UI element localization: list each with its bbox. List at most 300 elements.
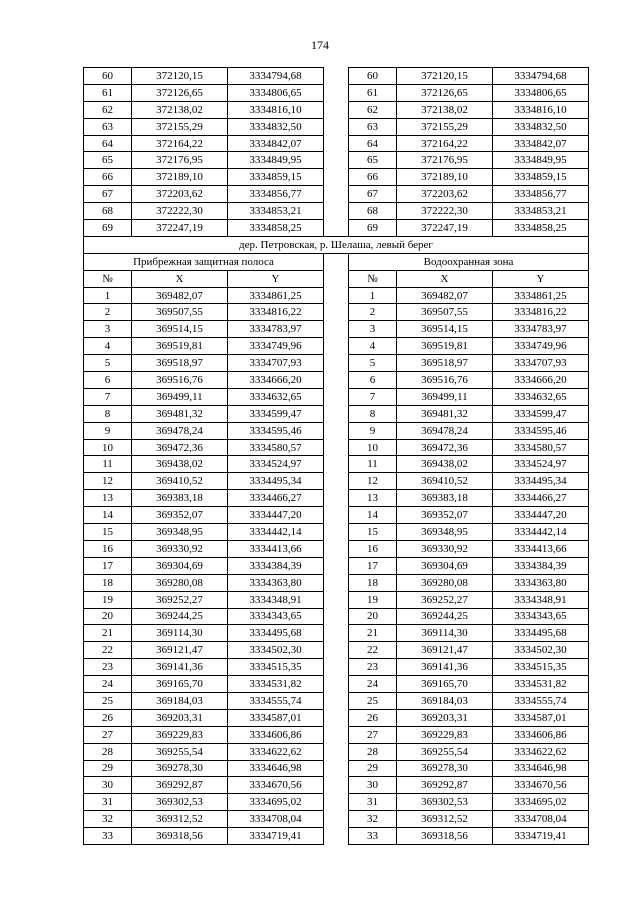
right-cell-x: 372155,29 (397, 118, 493, 135)
right-table-title: Водоохранная зона (349, 253, 589, 270)
left-cell-y: 3334413,66 (228, 540, 324, 557)
right-cell-y: 3334708,04 (493, 811, 589, 828)
right-cell-y: 3334348,91 (493, 591, 589, 608)
left-cell-num: 28 (84, 743, 132, 760)
left-cell-x: 369121,47 (132, 642, 228, 659)
table-row (84, 304, 589, 321)
column-gap (324, 321, 349, 338)
right-cell-x: 369278,30 (397, 760, 493, 777)
right-cell-y: 3334749,96 (493, 338, 589, 355)
right-cell-y: 3334695,02 (493, 794, 589, 811)
left-table-title: Прибрежная защитная полоса (84, 253, 324, 270)
table-row (84, 101, 589, 118)
right-cell-y: 3334622,62 (493, 743, 589, 760)
column-gap (324, 405, 349, 422)
left-cell-y: 3334447,20 (228, 507, 324, 524)
column-gap (324, 692, 349, 709)
left-cell-num: 20 (84, 608, 132, 625)
left-cell-y: 3334495,34 (228, 473, 324, 490)
left-cell-x: 369478,24 (132, 422, 228, 439)
right-cell-num: 18 (349, 574, 397, 591)
right-cell-y: 3334363,80 (493, 574, 589, 591)
left-cell-x: 372126,65 (132, 84, 228, 101)
right-cell-y: 3334806,65 (493, 84, 589, 101)
table-row (84, 743, 589, 760)
left-cell-num: 30 (84, 777, 132, 794)
column-gap (324, 828, 349, 845)
left-cell-x: 369304,69 (132, 557, 228, 574)
left-cell-x: 369481,32 (132, 405, 228, 422)
bottom-rows (84, 287, 589, 844)
table-row (84, 135, 589, 152)
left-cell-num: 66 (84, 169, 132, 186)
table-row (84, 557, 589, 574)
table-row (84, 540, 589, 557)
table-row (84, 692, 589, 709)
right-cell-num: 67 (349, 186, 397, 203)
table-row (84, 709, 589, 726)
right-cell-num: 29 (349, 760, 397, 777)
left-cell-y: 3334502,30 (228, 642, 324, 659)
right-cell-y: 3334384,39 (493, 557, 589, 574)
left-cell-x: 372164,22 (132, 135, 228, 152)
left-cell-num: 27 (84, 726, 132, 743)
left-cell-y: 3334749,96 (228, 338, 324, 355)
left-cell-x: 372222,30 (132, 203, 228, 220)
left-cell-x: 369318,56 (132, 828, 228, 845)
column-gap (324, 439, 349, 456)
left-cell-x: 369507,55 (132, 304, 228, 321)
right-cell-y: 3334783,97 (493, 321, 589, 338)
left-cell-x: 369114,30 (132, 625, 228, 642)
left-cell-x: 369519,81 (132, 338, 228, 355)
right-cell-x: 369519,81 (397, 338, 493, 355)
left-cell-x: 369244,25 (132, 608, 228, 625)
right-cell-num: 62 (349, 101, 397, 118)
right-cell-x: 372164,22 (397, 135, 493, 152)
column-gap (324, 84, 349, 101)
right-cell-y: 3334555,74 (493, 692, 589, 709)
column-gap (324, 422, 349, 439)
left-cell-y: 3334719,41 (228, 828, 324, 845)
column-gap (324, 811, 349, 828)
right-cell-num: 31 (349, 794, 397, 811)
left-cell-num: 1 (84, 287, 132, 304)
right-cell-y: 3334495,68 (493, 625, 589, 642)
left-cell-y: 3334606,86 (228, 726, 324, 743)
left-cell-x: 369203,31 (132, 709, 228, 726)
left-cell-x: 369352,07 (132, 507, 228, 524)
left-cell-y: 3334707,93 (228, 355, 324, 372)
left-cell-x: 372247,19 (132, 220, 228, 237)
right-cell-y: 3334861,25 (493, 287, 589, 304)
left-cell-x: 369292,87 (132, 777, 228, 794)
table-row (84, 794, 589, 811)
left-cell-x: 369302,53 (132, 794, 228, 811)
left-cell-num: 8 (84, 405, 132, 422)
right-cell-x: 369472,36 (397, 439, 493, 456)
right-cell-y: 3334442,14 (493, 524, 589, 541)
right-cell-y: 3334719,41 (493, 828, 589, 845)
right-cell-x: 369507,55 (397, 304, 493, 321)
left-cell-num: 67 (84, 186, 132, 203)
right-cell-y: 3334816,22 (493, 304, 589, 321)
left-cell-num: 69 (84, 220, 132, 237)
right-cell-y: 3334466,27 (493, 490, 589, 507)
left-cell-y: 3334856,77 (228, 186, 324, 203)
left-cell-num: 16 (84, 540, 132, 557)
left-cell-x: 369229,83 (132, 726, 228, 743)
left-cell-y: 3334708,04 (228, 811, 324, 828)
right-cell-x: 369482,07 (397, 287, 493, 304)
right-cell-y: 3334343,65 (493, 608, 589, 625)
right-cell-num: 5 (349, 355, 397, 372)
column-gap (324, 304, 349, 321)
right-cell-y: 3334413,66 (493, 540, 589, 557)
right-cell-x: 369383,18 (397, 490, 493, 507)
left-cell-y: 3334632,65 (228, 388, 324, 405)
column-gap (324, 743, 349, 760)
left-cell-num: 19 (84, 591, 132, 608)
right-cell-num: 9 (349, 422, 397, 439)
section-header (84, 236, 589, 287)
right-cell-y: 3334832,50 (493, 118, 589, 135)
right-cell-num: 11 (349, 456, 397, 473)
right-cell-num: 25 (349, 692, 397, 709)
left-cell-num: 25 (84, 692, 132, 709)
left-cell-y: 3334806,65 (228, 84, 324, 101)
table-row (84, 456, 589, 473)
section-title: дер. Петровская, р. Шелаша, левый берег (84, 236, 589, 253)
right-cell-y: 3334670,56 (493, 777, 589, 794)
right-cell-num: 22 (349, 642, 397, 659)
right-cell-num: 13 (349, 490, 397, 507)
left-cell-y: 3334859,15 (228, 169, 324, 186)
column-gap (324, 540, 349, 557)
left-cell-num: 18 (84, 574, 132, 591)
right-cell-num: 61 (349, 84, 397, 101)
table-row (84, 152, 589, 169)
left-cell-y: 3334622,62 (228, 743, 324, 760)
right-cell-x: 369330,92 (397, 540, 493, 557)
left-cell-x: 372176,95 (132, 152, 228, 169)
right-cell-x: 369348,95 (397, 524, 493, 541)
column-gap (324, 676, 349, 693)
left-cell-num: 29 (84, 760, 132, 777)
right-cell-y: 3334524,97 (493, 456, 589, 473)
right-cell-y: 3334816,10 (493, 101, 589, 118)
right-cell-x: 372189,10 (397, 169, 493, 186)
column-gap (324, 777, 349, 794)
coordinates-table (83, 67, 589, 845)
right-header-num: № (349, 270, 397, 287)
left-cell-num: 24 (84, 676, 132, 693)
right-cell-num: 21 (349, 625, 397, 642)
left-cell-y: 3334695,02 (228, 794, 324, 811)
right-cell-x: 369184,03 (397, 692, 493, 709)
column-gap (324, 625, 349, 642)
right-cell-num: 26 (349, 709, 397, 726)
right-cell-num: 28 (349, 743, 397, 760)
table-row (84, 507, 589, 524)
left-cell-x: 369383,18 (132, 490, 228, 507)
left-cell-y: 3334587,01 (228, 709, 324, 726)
right-cell-x: 369302,53 (397, 794, 493, 811)
right-cell-y: 3334515,35 (493, 659, 589, 676)
right-cell-num: 68 (349, 203, 397, 220)
table-row (84, 642, 589, 659)
column-gap (324, 388, 349, 405)
left-cell-num: 21 (84, 625, 132, 642)
left-cell-x: 372120,15 (132, 68, 228, 85)
left-cell-x: 369438,02 (132, 456, 228, 473)
left-cell-x: 369499,11 (132, 388, 228, 405)
left-cell-y: 3334384,39 (228, 557, 324, 574)
left-cell-num: 5 (84, 355, 132, 372)
column-gap (324, 253, 349, 270)
left-cell-x: 369482,07 (132, 287, 228, 304)
right-cell-num: 4 (349, 338, 397, 355)
table-row (84, 490, 589, 507)
left-cell-num: 31 (84, 794, 132, 811)
left-cell-x: 369255,54 (132, 743, 228, 760)
left-cell-num: 68 (84, 203, 132, 220)
right-cell-num: 16 (349, 540, 397, 557)
right-header-x: X (397, 270, 493, 287)
left-cell-x: 369472,36 (132, 439, 228, 456)
left-cell-num: 13 (84, 490, 132, 507)
right-cell-x: 369165,70 (397, 676, 493, 693)
table-row (84, 220, 589, 237)
right-cell-num: 20 (349, 608, 397, 625)
table-row (84, 473, 589, 490)
page-number: 174 (311, 38, 329, 52)
left-cell-x: 369348,95 (132, 524, 228, 541)
right-cell-y: 3334858,25 (493, 220, 589, 237)
left-cell-num: 9 (84, 422, 132, 439)
left-cell-num: 62 (84, 101, 132, 118)
left-cell-y: 3334783,97 (228, 321, 324, 338)
right-cell-num: 2 (349, 304, 397, 321)
table-row (84, 439, 589, 456)
column-gap (324, 203, 349, 220)
column-gap (324, 557, 349, 574)
left-cell-x: 369184,03 (132, 692, 228, 709)
left-cell-x: 372138,02 (132, 101, 228, 118)
left-cell-x: 369252,27 (132, 591, 228, 608)
left-cell-y: 3334515,35 (228, 659, 324, 676)
right-cell-y: 3334794,68 (493, 68, 589, 85)
left-cell-num: 2 (84, 304, 132, 321)
right-cell-num: 60 (349, 68, 397, 85)
left-cell-num: 64 (84, 135, 132, 152)
left-cell-num: 14 (84, 507, 132, 524)
left-cell-x: 369410,52 (132, 473, 228, 490)
left-cell-num: 63 (84, 118, 132, 135)
table-row (84, 84, 589, 101)
table-row (84, 625, 589, 642)
left-header-y: Y (228, 270, 324, 287)
right-cell-y: 3334859,15 (493, 169, 589, 186)
left-cell-y: 3334524,97 (228, 456, 324, 473)
right-cell-x: 372126,65 (397, 84, 493, 101)
right-cell-num: 66 (349, 169, 397, 186)
left-cell-num: 22 (84, 642, 132, 659)
right-cell-num: 32 (349, 811, 397, 828)
table-row (84, 777, 589, 794)
left-cell-x: 369280,08 (132, 574, 228, 591)
right-cell-x: 369252,27 (397, 591, 493, 608)
left-cell-x: 372203,62 (132, 186, 228, 203)
left-cell-y: 3334495,68 (228, 625, 324, 642)
right-cell-x: 369244,25 (397, 608, 493, 625)
left-cell-num: 23 (84, 659, 132, 676)
table-row (84, 68, 589, 85)
right-cell-num: 17 (349, 557, 397, 574)
right-header-y: Y (493, 270, 589, 287)
column-gap (324, 726, 349, 743)
table-row (84, 676, 589, 693)
table-row (84, 659, 589, 676)
right-cell-x: 372247,19 (397, 220, 493, 237)
left-cell-num: 15 (84, 524, 132, 541)
right-cell-y: 3334599,47 (493, 405, 589, 422)
column-gap (324, 709, 349, 726)
column-gap (324, 338, 349, 355)
table-row (84, 321, 589, 338)
table-row (84, 203, 589, 220)
right-cell-x: 372203,62 (397, 186, 493, 203)
right-cell-x: 369121,47 (397, 642, 493, 659)
left-cell-num: 6 (84, 372, 132, 389)
column-gap (324, 490, 349, 507)
right-cell-num: 10 (349, 439, 397, 456)
right-cell-x: 369518,97 (397, 355, 493, 372)
right-cell-x: 369478,24 (397, 422, 493, 439)
right-cell-x: 372138,02 (397, 101, 493, 118)
right-cell-y: 3334853,21 (493, 203, 589, 220)
right-cell-y: 3334531,82 (493, 676, 589, 693)
column-gap (324, 135, 349, 152)
left-cell-y: 3334832,50 (228, 118, 324, 135)
table-row (84, 169, 589, 186)
column-gap (324, 794, 349, 811)
right-cell-x: 369499,11 (397, 388, 493, 405)
table-row (84, 828, 589, 845)
column-gap (324, 270, 349, 287)
right-cell-num: 1 (349, 287, 397, 304)
right-cell-num: 63 (349, 118, 397, 135)
table-row (84, 524, 589, 541)
left-cell-x: 369165,70 (132, 676, 228, 693)
right-cell-y: 3334632,65 (493, 388, 589, 405)
column-gap (324, 372, 349, 389)
table-row (84, 591, 589, 608)
left-cell-num: 7 (84, 388, 132, 405)
left-cell-num: 10 (84, 439, 132, 456)
right-cell-x: 369114,30 (397, 625, 493, 642)
right-cell-y: 3334502,30 (493, 642, 589, 659)
column-gap (324, 152, 349, 169)
column-gap (324, 101, 349, 118)
table-row (84, 574, 589, 591)
right-cell-x: 369318,56 (397, 828, 493, 845)
left-cell-x: 369330,92 (132, 540, 228, 557)
left-header-x: X (132, 270, 228, 287)
right-cell-num: 15 (349, 524, 397, 541)
column-gap (324, 591, 349, 608)
table-row (84, 372, 589, 389)
column-gap (324, 169, 349, 186)
left-cell-y: 3334580,57 (228, 439, 324, 456)
column-gap (324, 287, 349, 304)
left-cell-num: 26 (84, 709, 132, 726)
left-cell-x: 369141,36 (132, 659, 228, 676)
left-cell-y: 3334466,27 (228, 490, 324, 507)
right-cell-num: 6 (349, 372, 397, 389)
left-cell-y: 3334646,98 (228, 760, 324, 777)
left-cell-y: 3334816,10 (228, 101, 324, 118)
column-gap (324, 659, 349, 676)
right-cell-y: 3334447,20 (493, 507, 589, 524)
left-cell-y: 3334849,95 (228, 152, 324, 169)
right-cell-num: 8 (349, 405, 397, 422)
left-cell-x: 369516,76 (132, 372, 228, 389)
left-cell-y: 3334531,82 (228, 676, 324, 693)
column-gap (324, 524, 349, 541)
left-cell-num: 60 (84, 68, 132, 85)
right-cell-x: 369141,36 (397, 659, 493, 676)
right-cell-x: 369516,76 (397, 372, 493, 389)
right-cell-num: 69 (349, 220, 397, 237)
left-cell-y: 3334861,25 (228, 287, 324, 304)
table-row (84, 608, 589, 625)
table-row (84, 287, 589, 304)
right-cell-x: 369312,52 (397, 811, 493, 828)
left-cell-num: 33 (84, 828, 132, 845)
table-row (84, 118, 589, 135)
right-cell-x: 369352,07 (397, 507, 493, 524)
right-cell-y: 3334587,01 (493, 709, 589, 726)
right-cell-y: 3334580,57 (493, 439, 589, 456)
left-cell-y: 3334442,14 (228, 524, 324, 541)
left-header-num: № (84, 270, 132, 287)
column-gap (324, 473, 349, 490)
column-gap (324, 456, 349, 473)
right-cell-y: 3334849,95 (493, 152, 589, 169)
left-cell-num: 4 (84, 338, 132, 355)
column-gap (324, 760, 349, 777)
left-cell-y: 3334842,07 (228, 135, 324, 152)
right-cell-x: 372222,30 (397, 203, 493, 220)
right-cell-y: 3334856,77 (493, 186, 589, 203)
left-cell-num: 12 (84, 473, 132, 490)
right-cell-y: 3334495,34 (493, 473, 589, 490)
right-cell-num: 27 (349, 726, 397, 743)
column-gap (324, 642, 349, 659)
left-cell-num: 17 (84, 557, 132, 574)
right-cell-y: 3334842,07 (493, 135, 589, 152)
right-cell-num: 64 (349, 135, 397, 152)
table-row (84, 186, 589, 203)
right-cell-x: 369481,32 (397, 405, 493, 422)
right-cell-x: 369438,02 (397, 456, 493, 473)
left-cell-y: 3334555,74 (228, 692, 324, 709)
column-gap (324, 186, 349, 203)
right-cell-num: 12 (349, 473, 397, 490)
left-cell-x: 372189,10 (132, 169, 228, 186)
column-gap (324, 574, 349, 591)
